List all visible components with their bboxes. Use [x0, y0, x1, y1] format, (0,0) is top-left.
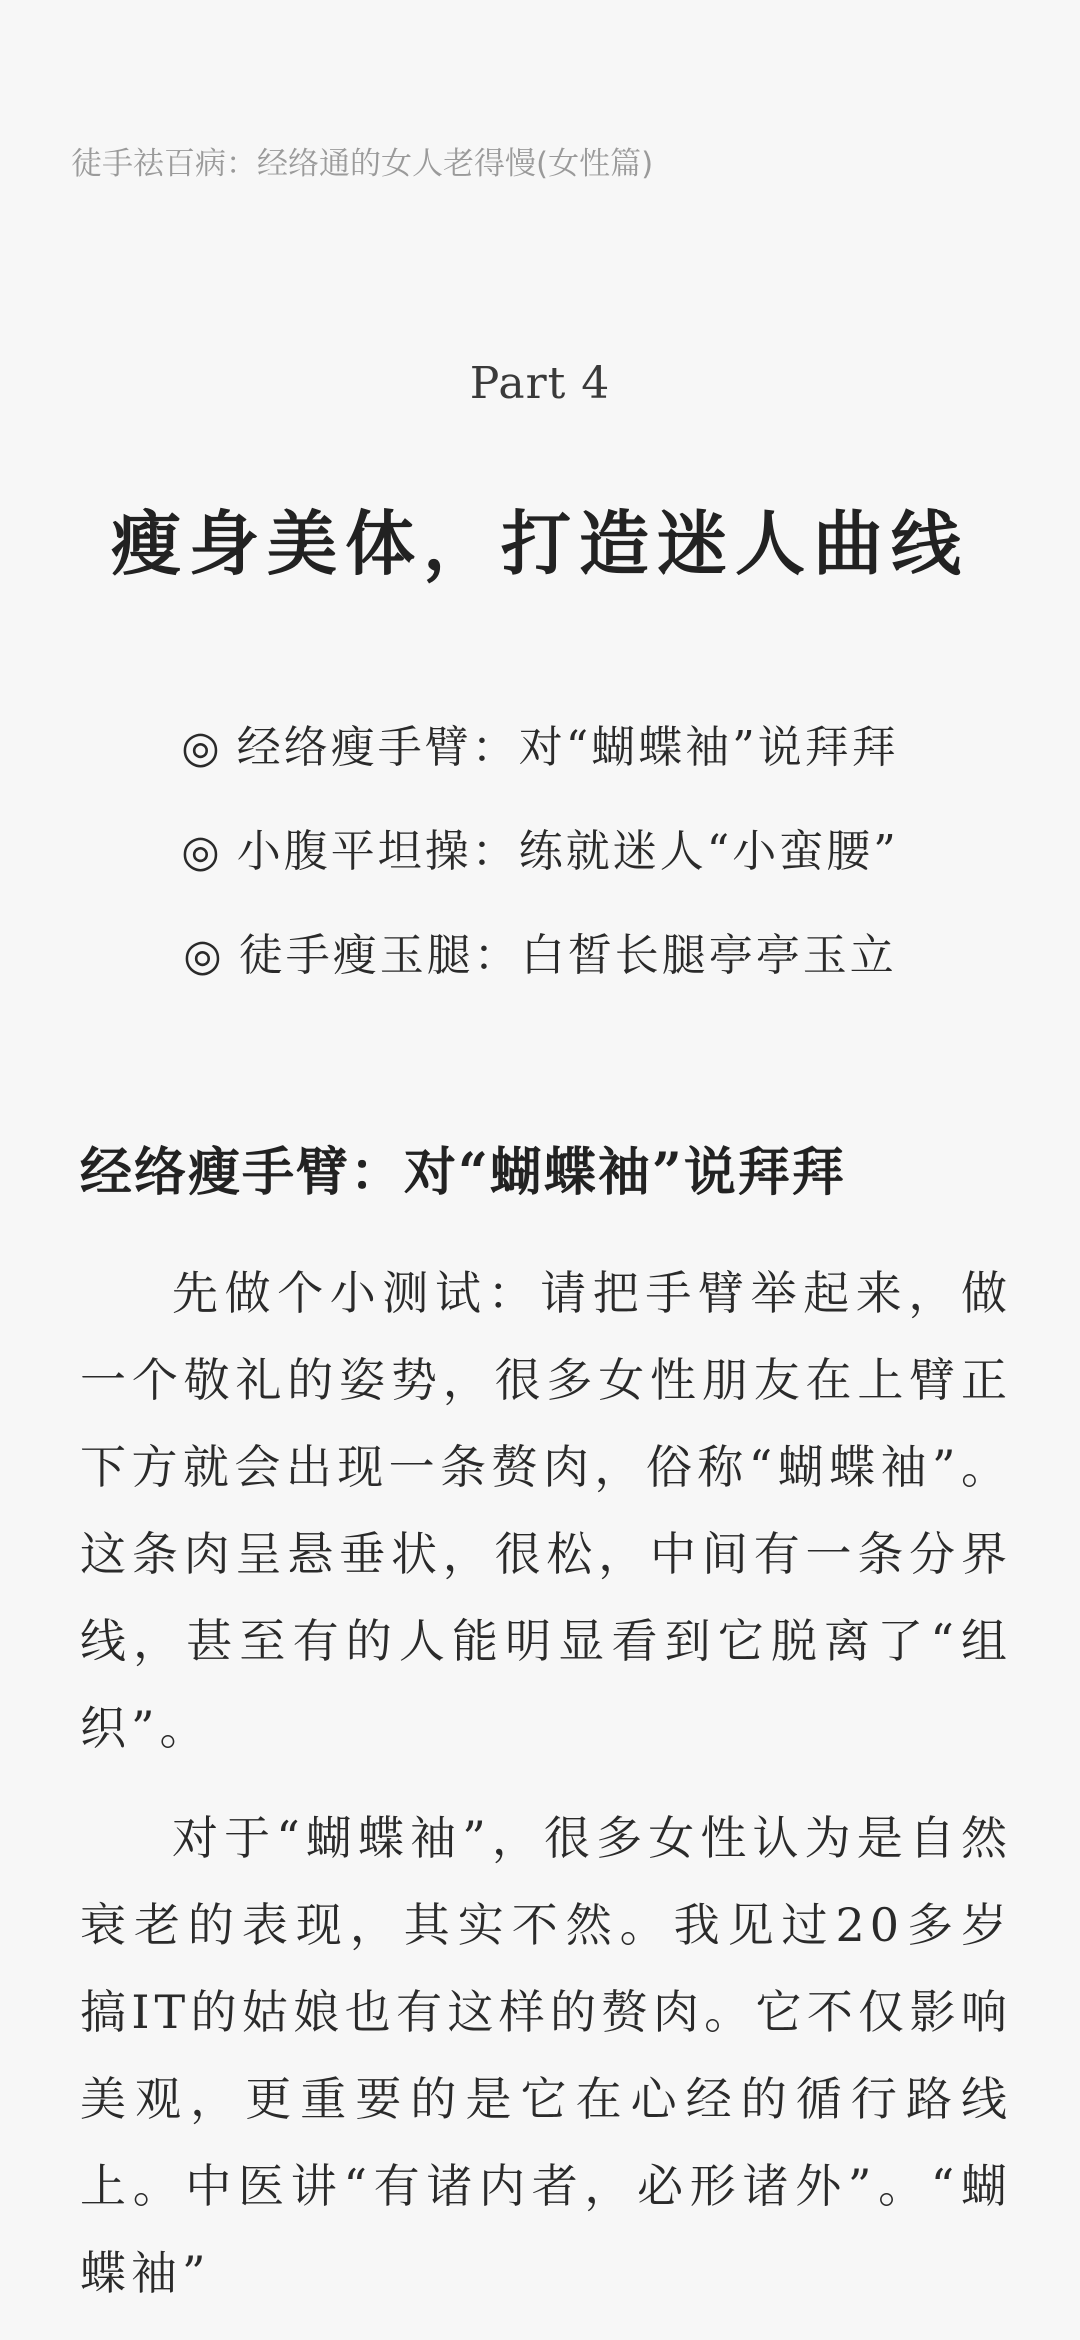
body-paragraph: 先做个小测试：请把手臂举起来，做一个敬礼的姿势，很多女性朋友在上臂正下方就会出现一条赘肉，俗称“蝴蝶袖”。这条肉呈悬垂状，很松，中间有一条分界线，甚至有的人能明显看到它脱离了“组织”。 [80, 1266, 1012, 1755]
contents-item[interactable] [0, 822, 1080, 926]
circle-bullet-icon: ◎ [181, 826, 223, 877]
part-number-label: Part 4 [469, 358, 611, 409]
contents-item-title: 徒手瘦玉腿：白皙长腿亭亭玉立 [238, 930, 897, 981]
book-title-header: 徒手祛百病：经络通的女人老得慢(女性篇) [71, 146, 654, 182]
body-paragraph: 对于“蝴蝶袖”，很多女性认为是自然衰老的表现，其实不然。我见过20多岁搞IT的姑娘也有这样的赘肉。它不仅影响美观，更重要的是它在心经的循行路线上。中医讲“有诸内者，必形诸外”。“蝴蝶袖” [80, 1811, 1012, 2300]
contents-item[interactable] [0, 718, 1080, 822]
contents-item-title: 经络瘦手臂：对“蝴蝶袖”说拜拜 [236, 722, 899, 773]
circle-bullet-icon: ◎ [183, 930, 225, 981]
section-heading: 经络瘦手臂：对“蝴蝶袖”说拜拜 [80, 1142, 846, 1203]
circle-bullet-icon: ◎ [181, 722, 223, 773]
section-body [80, 1250, 1012, 2340]
contents-item[interactable] [0, 926, 1080, 1030]
part-contents-list [0, 718, 1080, 1030]
part-title: 瘦身美体，打造迷人曲线 [111, 502, 969, 585]
contents-item-title: 小腹平坦操：练就迷人“小蛮腰” [236, 826, 899, 877]
